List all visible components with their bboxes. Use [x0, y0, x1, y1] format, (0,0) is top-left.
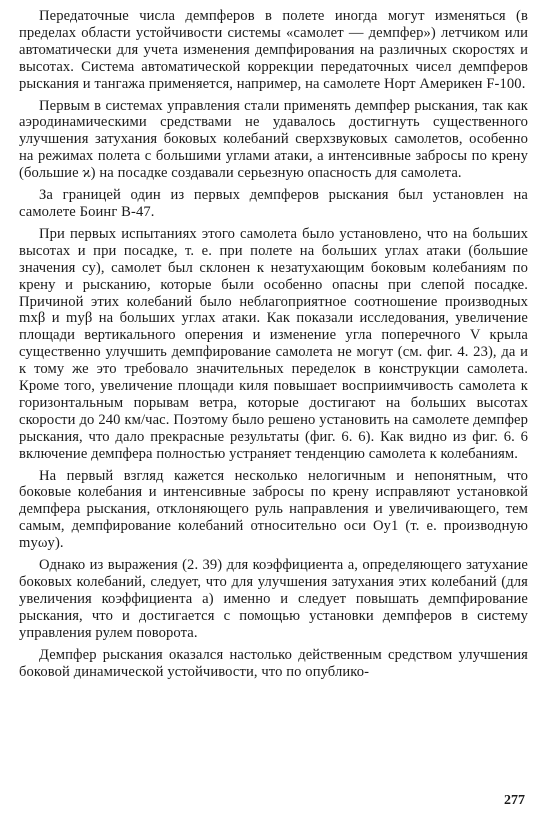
- paragraph-3: За границей один из первых демпферов рыскания был установлен на самолете Боинг В-47.: [19, 187, 528, 220]
- paragraph-2: Первым в системах управления стали применять демпфер рыскания, так как аэродинамическими средствами не удавалось достигнуть существенного улучшения затухания боковых колебаний сверхзвуковых самолетов, особенно на режимах полета с большими углами атаки, а интенсивные забросы по крену (большие ϰ) на посадке создавали серьезную опасность для самолета.: [19, 97, 528, 182]
- paragraph-1: Передаточные числа демпферов в полете иногда могут изменяться (в пределах области устойчивости системы «самолет — демпфер») летчиком или автоматически для учета изменения демпфирования на различных скоростях и высотах. Система автоматической коррекции передаточных чисел демпферов рыскания и тангажа применяется, например, на самолете Норт Америкен F-100.: [19, 8, 528, 92]
- paragraph-6: Однако из выражения (2. 39) для коэффициента a, определяющего затухание боковых колебаний, следует, что для улучшения затухания этих колебаний (для увеличения коэффициента a) именно и следует повышать демпфирование рыскания, что и достигается с помощью установки демпферов в систему управления рулем поворота.: [19, 557, 528, 641]
- paragraph-7: Демпфер рыскания оказался настолько действенным средством улучшения боковой динамической устойчивости, что по опублико-: [19, 646, 528, 680]
- page-number: 277: [504, 793, 525, 808]
- page-body: [19, 8, 528, 680]
- paragraph-4: При первых испытаниях этого самолета было установлено, что на больших высотах и при посадке, т. е. при полете на больших углах атаки (большие значения cy), самолет был склонен к незатухающим боковым колебаниям по крену и рысканию, которые были особенно опасны при слепой посадке. Причиной этих колебаний было неблагоприятное соотношение производных mxβ и myβ на больших углах атаки. Как показали исследования, увеличение площади вертикального оперения и изменение угла поперечного V крыла существенно улучшить демпфирование самолета не могут (см. фиг. 4. 23), да и к тому же это требовало значительных переделок в конструкции самолета. Кроме того, увеличение площади киля повышает восприимчивость самолета к горизонтальным порывам ветра, которые достигают на больших высотах скорости до 240 км/час. Поэтому было решено установить на самолете демпфер рыскания, что дало прекрасные результаты (фиг. 6. 6). Как видно из фиг. 6. 6 включение демпфера полностью устраняет тенденцию самолета к колебаниям.: [19, 225, 528, 462]
- paragraph-5: На первый взгляд кажется несколько нелогичным и непонятным, что боковые колебания и интенсивные забросы по крену исправляют установкой демпфера рыскания, отклоняющего руль направления и увеличивающего, тем самым, демпфирование колебаний относительно оси Oy1 (т. е. производную myωy).: [19, 467, 528, 552]
